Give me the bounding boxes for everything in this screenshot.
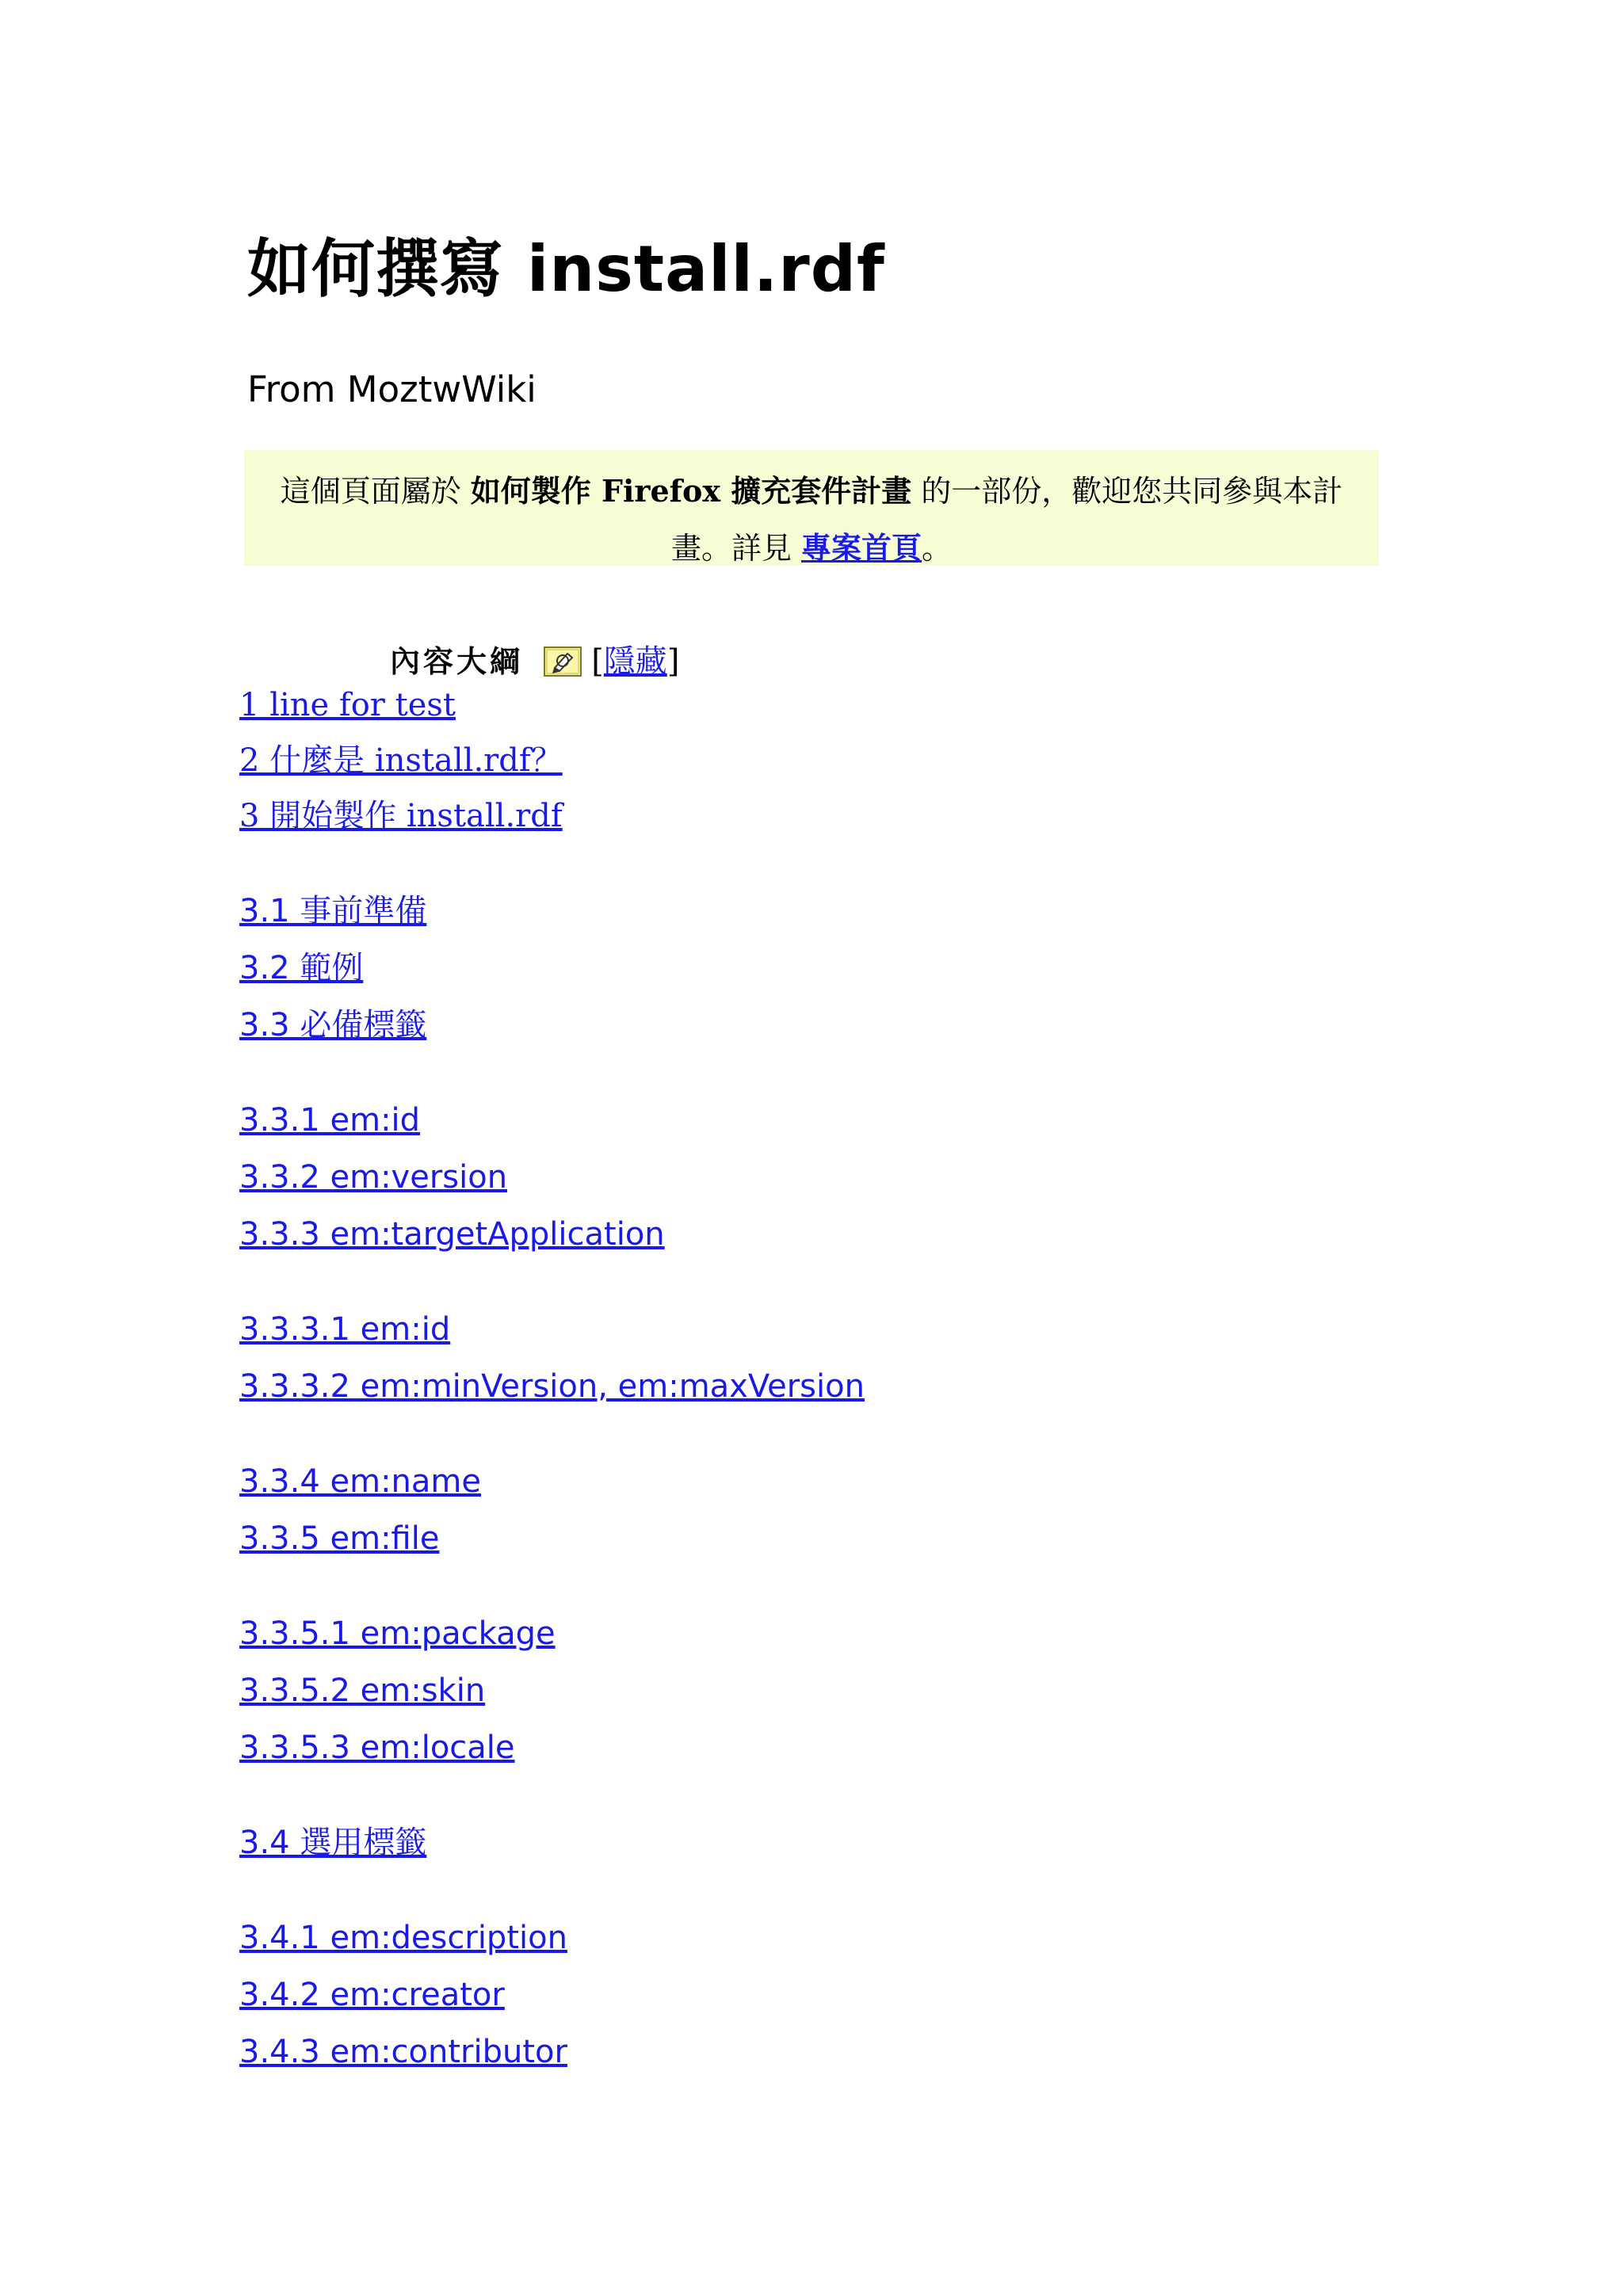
page-subtitle: From MoztwWiki [247,368,537,410]
toc-item-3-3-3-1[interactable]: 3.3.3.1 em:id [239,1311,451,1348]
toc-item-3-3-5-2[interactable]: 3.3.5.2 em:skin [239,1672,486,1709]
toc-item-3-1[interactable]: 3.1 事前準備 [239,893,427,929]
toc-item-3-3[interactable]: 3.3 必備標籤 [239,1007,427,1043]
toc-item-3-3-3-2[interactable]: 3.3.3.2 em:minVersion, em:maxVersion [239,1368,865,1405]
toc-item-3-4-2[interactable]: 3.4.2 em:creator [239,1977,505,2013]
toc-item-3[interactable]: 3 開始製作 install.rdf [239,798,563,834]
toc-item-3-4-3[interactable]: 3.4.3 em:contributor [239,2034,567,2070]
notice-text-after: 。 [922,531,953,566]
toc-item-3-2[interactable]: 3.2 範例 [239,950,364,986]
toc-item-3-3-5-1[interactable]: 3.3.5.1 em:package [239,1615,556,1652]
toc-toggle: [隱藏] [591,643,680,680]
notice-project-firefox: Firefox [601,473,720,509]
toc-item-3-3-5[interactable]: 3.3.5 em:file [239,1520,440,1557]
project-notice [244,450,1379,566]
toc-item-3-4-1[interactable]: 3.4.1 em:description [239,1920,567,1956]
page-title: 如何撰寫 install.rdf [247,232,885,306]
toc-title: 內容大綱 [390,644,524,679]
toc-item-3-3-3[interactable]: 3.3.3 em:targetApplication [239,1216,665,1253]
project-home-link[interactable]: 專案首頁 [801,531,922,566]
notice-text-middle: 的一部份，歡迎您共同參與本計畫。詳見 [670,474,1343,566]
toc-item-3-3-4[interactable]: 3.3.4 em:name [239,1463,481,1500]
notice-project-plan: 擴充套件計畫 [720,474,912,509]
notice-project-name: 如何製作 [470,474,602,509]
toc-item-3-4[interactable]: 3.4 選用標籤 [239,1825,427,1861]
toc-item-3-3-1[interactable]: 3.3.1 em:id [239,1102,421,1138]
edit-note-icon [544,646,582,677]
toc-item-3-3-2[interactable]: 3.3.2 em:version [239,1159,508,1196]
notice-text-before: 這個頁面屬於 [280,474,471,509]
toc-hide-link[interactable]: 隱藏 [603,643,667,680]
toc-item-2[interactable]: 2 什麼是 install.rdf？ [239,742,563,779]
toc-item-1[interactable]: 1 line for test [239,687,456,723]
toc-item-3-3-5-3[interactable]: 3.3.5.3 em:locale [239,1730,515,1766]
